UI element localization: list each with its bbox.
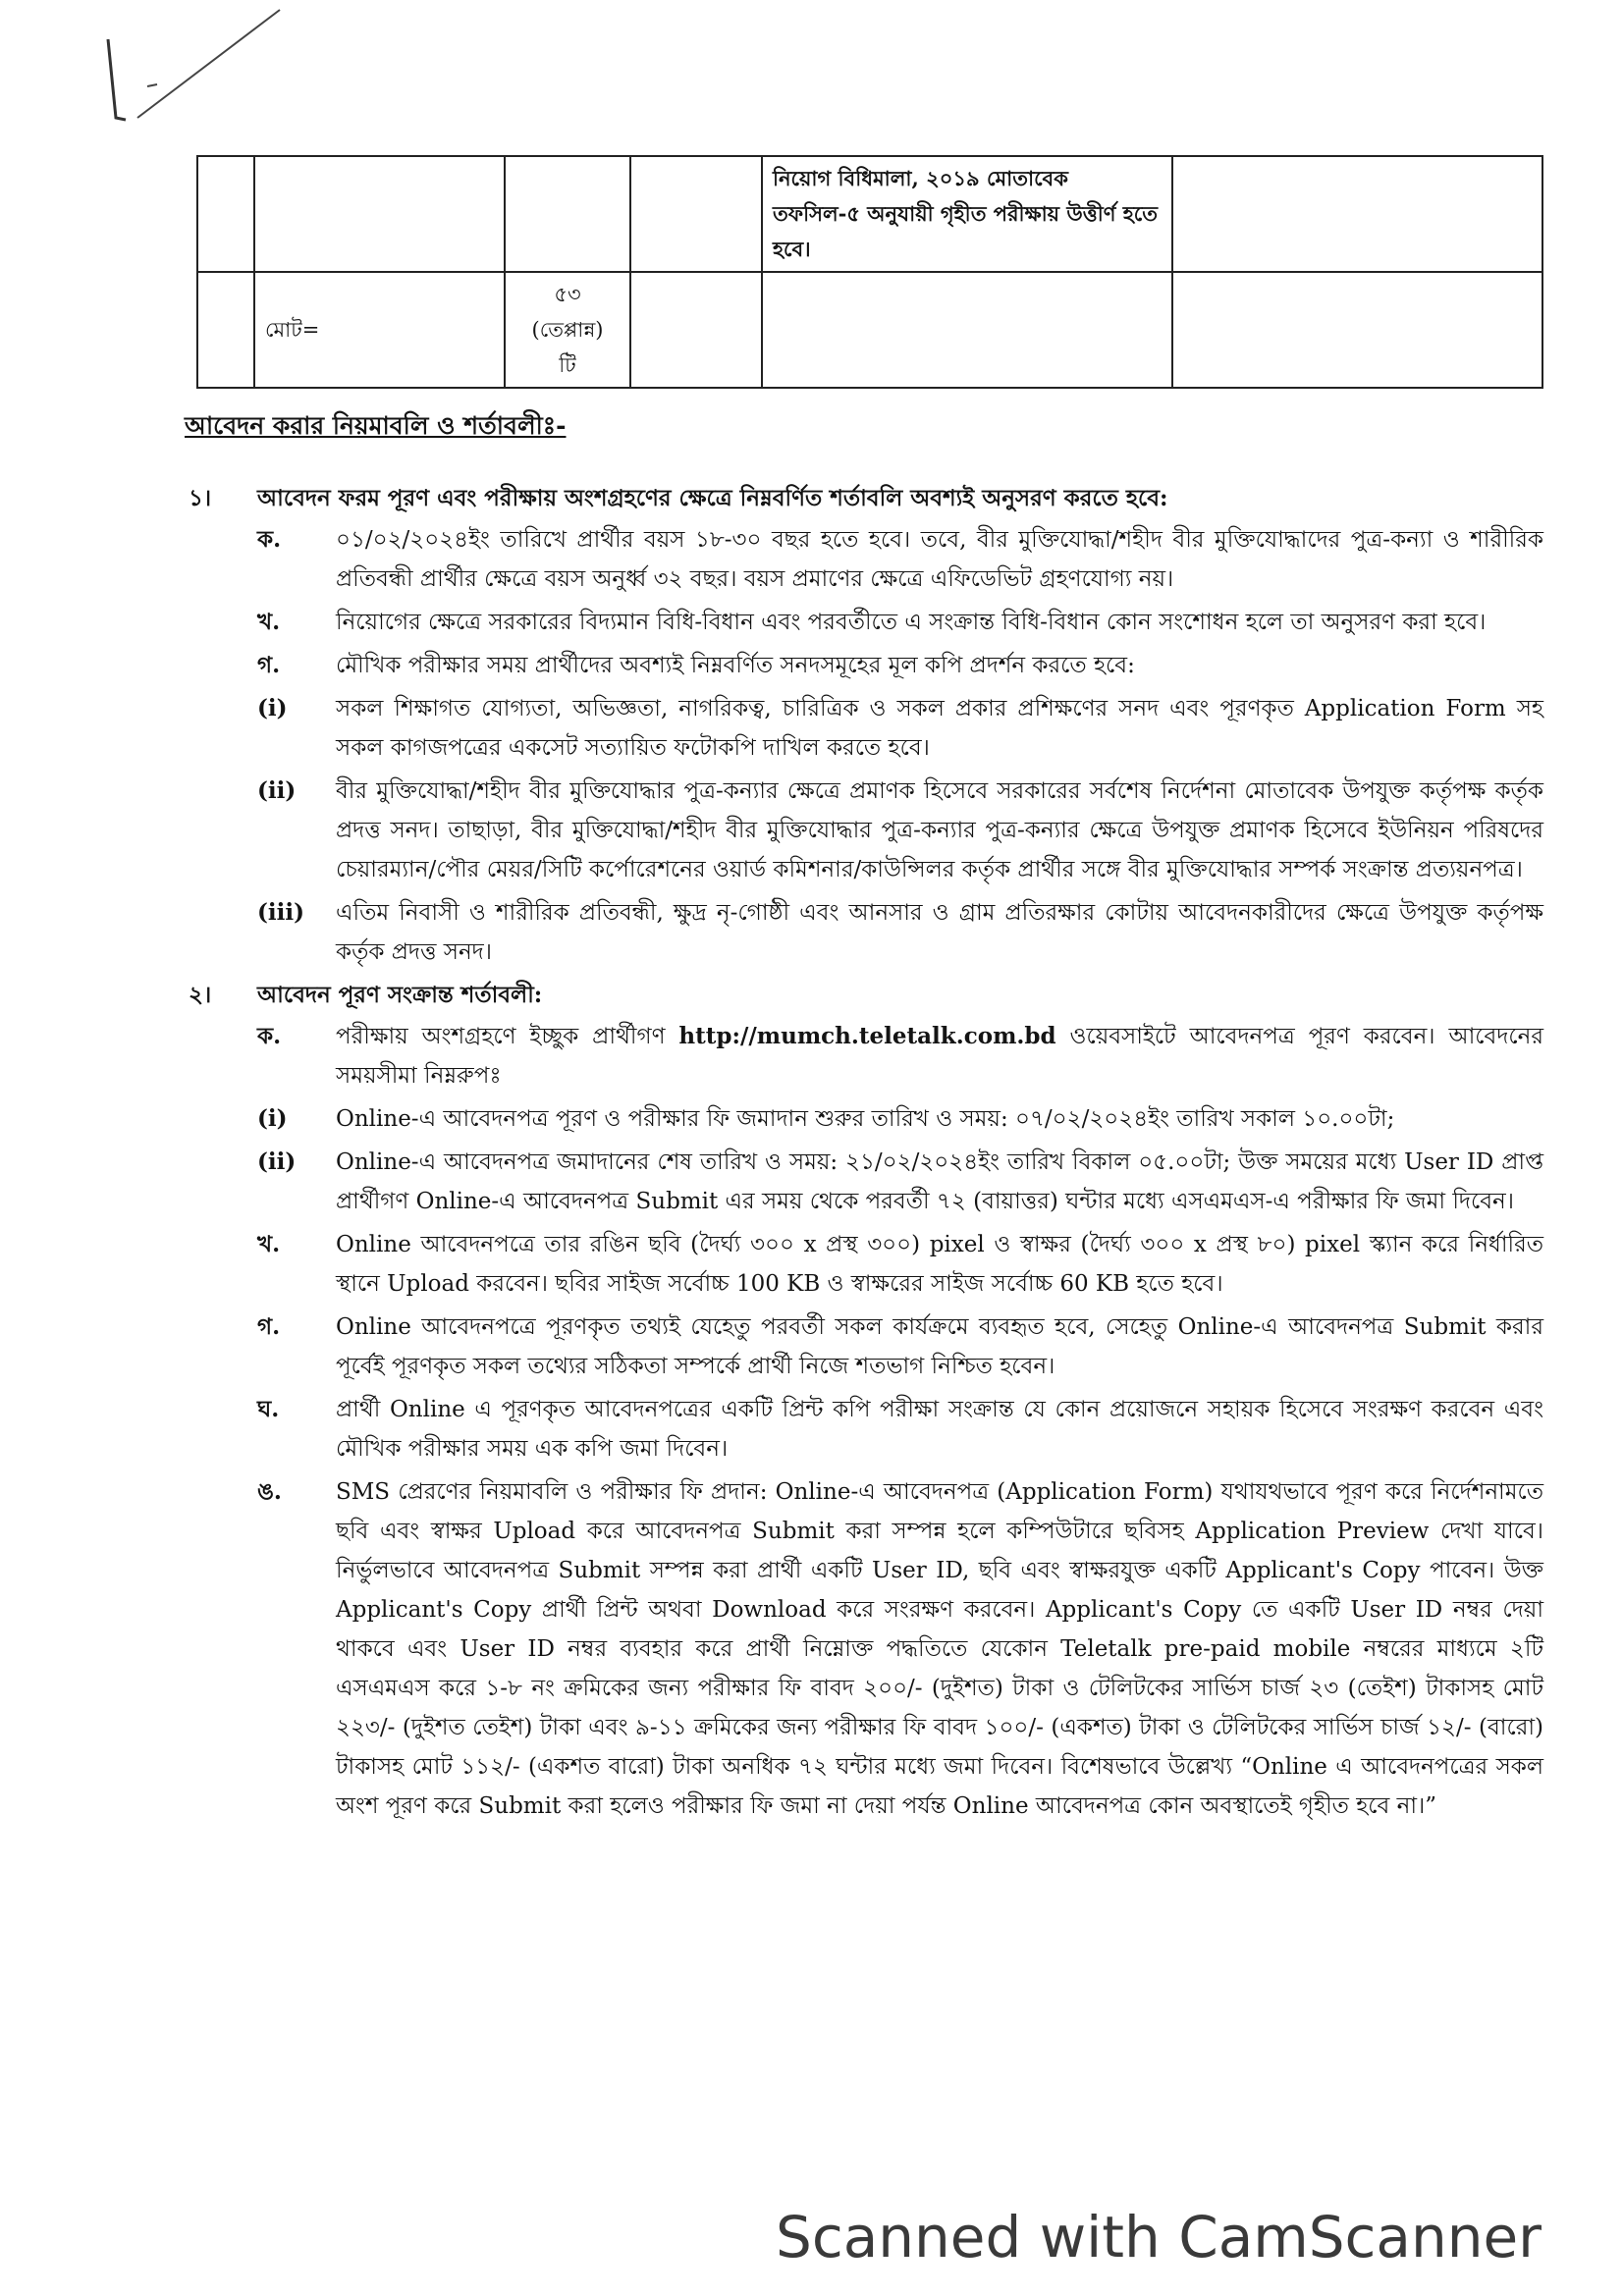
table-row: [197, 156, 1542, 272]
total-label: মোট=: [254, 272, 505, 388]
list-item: (i) সকল শিক্ষাগত যোগ্যতা, অভিজ্ঞতা, নাগরিকত্ব, চারিত্রিক ও সকল প্রকার প্রশিক্ষণের সনদ এবং পূরণকৃত Application Form সহ সকল কাগজপত্রের একসেট সত্যায়িত ফটোকপি দাখিল করতে হবে।: [257, 695, 1543, 761]
list-item: (ii) বীর মুক্তিযোদ্ধা/শহীদ বীর মুক্তিযোদ্ধার পুত্র-কন্যার ক্ষেত্রে প্রমাণক হিসেবে সরকারের সর্বশেষ নির্দেশনা মোতাবেক উপযুক্ত কর্তৃপক্ষ কর্তৃক প্রদত্ত সনদ। তাছাড়া, বীর মুক্তিযোদ্ধা/শহীদ বীর মুক্তিযোদ্ধার পুত্র-কন্যার পুত্র-কন্যার ক্ষেত্রে উপযুক্ত প্রমাণক হিসেবে ইউনিয়ন পরিষদের চেয়ারম্যান/পৌর মেয়র/সিটি কর্পোরেশনের ওয়ার্ড কমিশনার/কাউন্সিলর কর্তৃক প্রার্থীর সঙ্গে বীর মুক্তিযোদ্ধার সম্পর্ক সংক্রান্ত প্রত্যয়নপত্র।: [257, 777, 1543, 882]
table-row-total: [197, 272, 1542, 388]
list-item: (iii) এতিম নিবাসী ও শারীরিক প্রতিবন্ধী, ক্ষুদ্র নৃ-গোষ্ঠী এবং আনসার ও গ্রাম প্রতিরক্ষার কোটায় আবেদনকারীদের ক্ষেত্রে উপযুক্ত কর্তৃপক্ষ কর্তৃক প্রদত্ত সনদ।: [257, 899, 1543, 965]
scanner-watermark: Scanned with CamScanner: [776, 2204, 1542, 2270]
rules-content: [189, 479, 1543, 1830]
list-item: ঙ. SMS প্রেরণের নিয়মাবলি ও পরীক্ষার ফি প্রদান: Online-এ আবেদনপত্র (Application Form) যথাযথভাবে পূরণ করে নির্দেশনামতে ছবি এবং স্বাক্ষর Upload করে আবেদনপত্র Submit করা সম্পন্ন হলে কম্পিউটারে ছবিসহ Application Preview দেখা যাবে। নির্ভুলভাবে আবেদনপত্র Submit সম্পন্ন করা প্রার্থী একটি User ID, ছবি এবং স্বাক্ষরযুক্ত একটি Applicant's Copy পাবেন। উক্ত Applicant's Copy প্রার্থী প্রিন্ট অথবা Download করে সংরক্ষণ করবেন। Applicant's Copy তে একটি User ID নম্বর দেয়া থাকবে এবং User ID নম্বর ব্যবহার করে প্রার্থী নিম্নোক্ত পদ্ধতিতে যেকোন Teletalk pre-paid mobile নম্বরের মাধ্যমে ২টি এসএমএস করে ১-৮ নং ক্রমিকের জন্য পরীক্ষার ফি বাবদ ২০০/- (দুইশত) টাকা ও টেলিটকের সার্ভিস চার্জ ২৩ (তেইশ) টাকাসহ মোট ২২৩/- (দুইশত তেইশ) টাকা এবং ৯-১১ ক্রমিকের জন্য পরীক্ষার ফি বাবদ ১০০/- (একশত) টাকা ও টেলিটকের সার্ভিস চার্জ ১২/- (বারো) টাকাসহ মোট ১১২/- (একশত বারো) টাকা অনধিক ৭২ ঘন্টার মধ্যে জমা দিবেন। বিশেষভাবে উল্লেখ্য “Online এ আবেদনপত্রের সকল অংশ পূরণ করে Submit করা হলেও পরীক্ষার ফি জমা না দেয়া পর্যন্ত Online আবেদনপত্র কোন অবস্থাতেই গৃহীত হবে না।”: [257, 1478, 1543, 1819]
vacancy-table: [196, 155, 1543, 389]
list-item: (i) Online-এ আবেদনপত্র পূরণ ও পরীক্ষার ফি জমাদান শুরুর তারিখ ও সময়: ০৭/০২/২০২৪ইং তারিখ সকাল ১০.০০টা;: [257, 1105, 1395, 1132]
table-cell-requirement: নিয়োগ বিধিমালা, ২০১৯ মোতাবেক তফসিল-৫ অনুযায়ী গৃহীত পরীক্ষায় উত্তীর্ণ হতে হবে।: [762, 156, 1172, 272]
list-item: ক. ০১/০২/২০২৪ইং তারিখে প্রার্থীর বয়স ১৮-৩০ বছর হতে হবে। তবে, বীর মুক্তিযোদ্ধা/শহীদ বীর মুক্তিযোদ্ধাদের পুত্র-কন্যা ও শারীরিক প্রতিবন্ধী প্রার্থীর ক্ষেত্রে বয়স অনুর্ধ্ব ৩২ বছর। বয়স প্রমাণের ক্ষেত্রে এফিডেভিট গ্রহণযোগ্য নয়।: [257, 526, 1543, 592]
list-item: ক. পরীক্ষায় অংশগ্রহণে ইচ্ছুক প্রার্থীগণ http://mumch.teletalk.com.bd ওয়েবসাইটে আবেদনপত্র পূরণ করবেন। আবেদনের সময়সীমা নিম্নরুপঃ: [257, 1023, 1544, 1089]
list-item: (ii) Online-এ আবেদনপত্র জমাদানের শেষ তারিখ ও সময়: ২১/০২/২০২৪ইং তারিখ বিকাল ০৫.০০টা; উক্ত সময়ের মধ্যে User ID প্রাপ্ত প্রার্থীগণ Online-এ আবেদনপত্র Submit এর সময় থেকে পরবর্তী ৭২ (বায়াত্তর) ঘন্টার মধ্যে এসএমএস-এ পরীক্ষার ফি জমা দিবেন।: [257, 1148, 1543, 1214]
website-link[interactable]: http://mumch.teletalk.com.bd: [678, 1023, 1056, 1049]
rules-heading: আবেদন করার নিয়মাবলি ও শর্তাবলীঃ-: [185, 411, 567, 440]
list-item: খ. নিয়োগের ক্ষেত্রে সরকারের বিদ্যমান বিধি-বিধান এবং পরবর্তীতে এ সংক্রান্ত বিধি-বিধান কোন সংশোধন হলে তা অনুসরণ করা হবে।: [257, 609, 1487, 635]
pen-mark-scribble: [0, 0, 314, 147]
section-2-header: ২। আবেদন পূরণ সংক্রান্ত শর্তাবলী:: [189, 982, 543, 1008]
list-item: গ. Online আবেদনপত্রে পূরণকৃত তথ্যই যেহেতু পরবর্তী সকল কার্যক্রমে ব্যবহৃত হবে, সেহেতু Online-এ আবেদনপত্র Submit করার পূর্বেই পূরণকৃত সকল তথ্যের সঠিকতা সম্পর্কে প্রার্থী নিজে শতভাগ নিশ্চিত হবেন।: [257, 1313, 1543, 1379]
list-item: খ. Online আবেদনপত্রে তার রঙিন ছবি (দৈর্ঘ্য ৩০০ x প্রস্থ ৩০০) pixel ও স্বাক্ষর (দৈর্ঘ্য ৩০০ x প্রস্থ ৮০) pixel স্ক্যান করে নির্ধারিত স্থানে Upload করবেন। ছবির সাইজ সর্বোচ্চ 100 KB ও স্বাক্ষরের সাইজ সর্বোচ্চ 60 KB হতে হবে।: [257, 1231, 1543, 1297]
list-item: গ. মৌখিক পরীক্ষার সময় প্রার্থীদের অবশ্যই নিম্নবর্ণিত সনদসমূহের মূল কপি প্রদর্শন করতে হবে:: [257, 652, 1135, 678]
total-count: ৫৩ (তেপ্পান্ন) টি: [505, 272, 630, 388]
list-item: ঘ. প্রার্থী Online এ পূরণকৃত আবেদনপত্রের একটি প্রিন্ট কপি পরীক্ষা সংক্রান্ত যে কোন প্রয়োজনে সহায়ক হিসেবে সংরক্ষণ করবেন এবং মৌখিক পরীক্ষার সময় এক কপি জমা দিবেন।: [257, 1396, 1543, 1462]
section-1-header: ১। আবেদন ফরম পূরণ এবং পরীক্ষায় অংশগ্রহণের ক্ষেত্রে নিম্নবর্ণিত শর্তাবলি অবশ্যই অনুসরণ করতে হবে:: [189, 485, 1168, 511]
